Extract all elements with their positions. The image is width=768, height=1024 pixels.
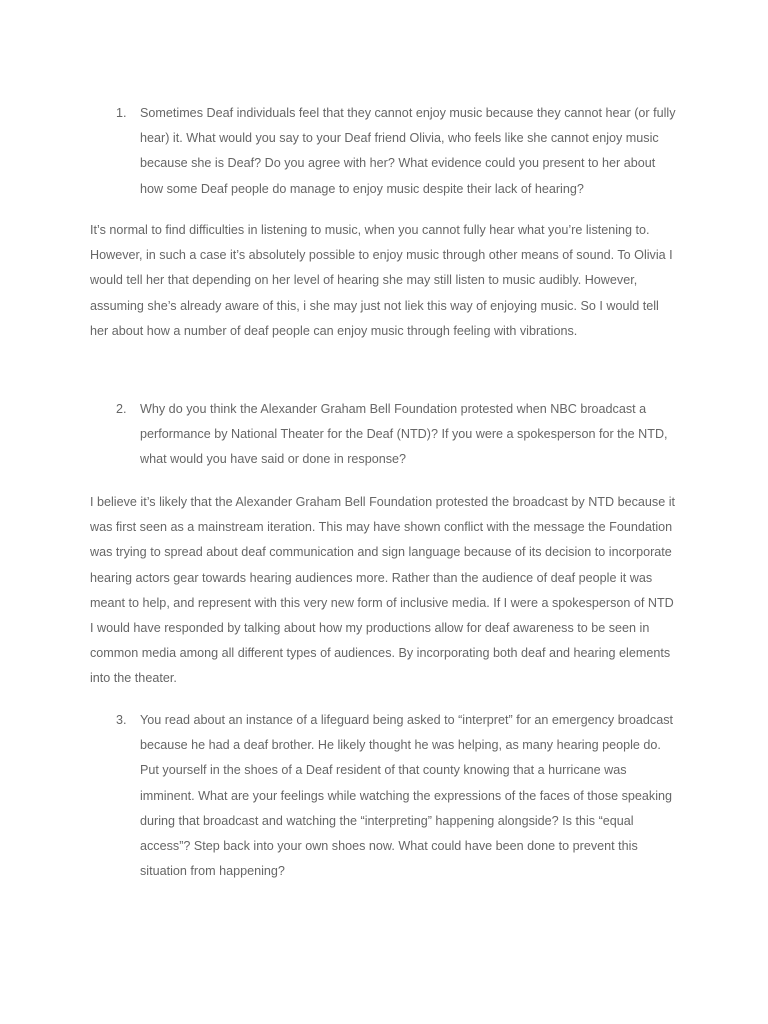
question-text: You read about an instance of a lifeguard being asked to “interpret” for an emergency broadcast because he had a deaf brother. He likely thought he was helping, as many hearing people do. Put yourself in the shoes of a Deaf resident of that county knowing that a hurricane was imminent. What are your feelings while watching the expressions of the faces of those speaking during that broadcast and watching the “interpreting” happening alongside? Is this “equal access”? Step back into your own shoes now. What could have been done to prevent this situation from happening? [140,713,674,879]
question-1 [116,101,680,202]
question-2 [116,397,680,473]
answer-1: It’s normal to find difficulties in listening to music, when you cannot fully hear what you’re listening to. However, in such a case it’s absolutely possible to enjoy music through other means of sound. To Olivia I would tell her that depending on her level of hearing she may still listen to music audibly. However, assuming she’s already aware of this, i she may just not liek this way of enjoying music. So I would tell her about how a number of deaf people can enjoy music through feeling with vibrations. [90,223,673,338]
question-number: 1. [116,106,127,120]
question-3 [116,708,680,884]
question-number: 2. [116,402,127,416]
question-text: Sometimes Deaf individuals feel that they cannot enjoy music because they cannot hear (or fully hear) it. What would you say to your Deaf friend Olivia, who feels like she cannot enjoy music because she is Deaf? Do you agree with her? What evidence could you present to her about how some Deaf people do manage to enjoy music despite their lack of hearing? [140,106,676,196]
answer-2: I believe it’s likely that the Alexander Graham Bell Foundation protested the broadcast by NTD because it was first seen as a mainstream iteration. This may have shown conflict with the message the Foundation was trying to spread about deaf communication and sign language because of its decision to incorporate hearing actors gear towards hearing audiences more. Rather than the audience of deaf people it was meant to help, and represent with this very new form of inclusive media. If I were a spokesperson of NTD I would have responded by talking about how my productions allow for deaf awareness to be seen in common media among all different types of audiences. By incorporating both deaf and hearing elements into the theater. [90,495,676,686]
question-number: 3. [116,713,127,727]
question-text: Why do you think the Alexander Graham Bell Foundation protested when NBC broadcast a performance by National Theater for the Deaf (NTD)? If you were a spokesperson for the NTD, what would you have said or done in response? [140,402,668,467]
